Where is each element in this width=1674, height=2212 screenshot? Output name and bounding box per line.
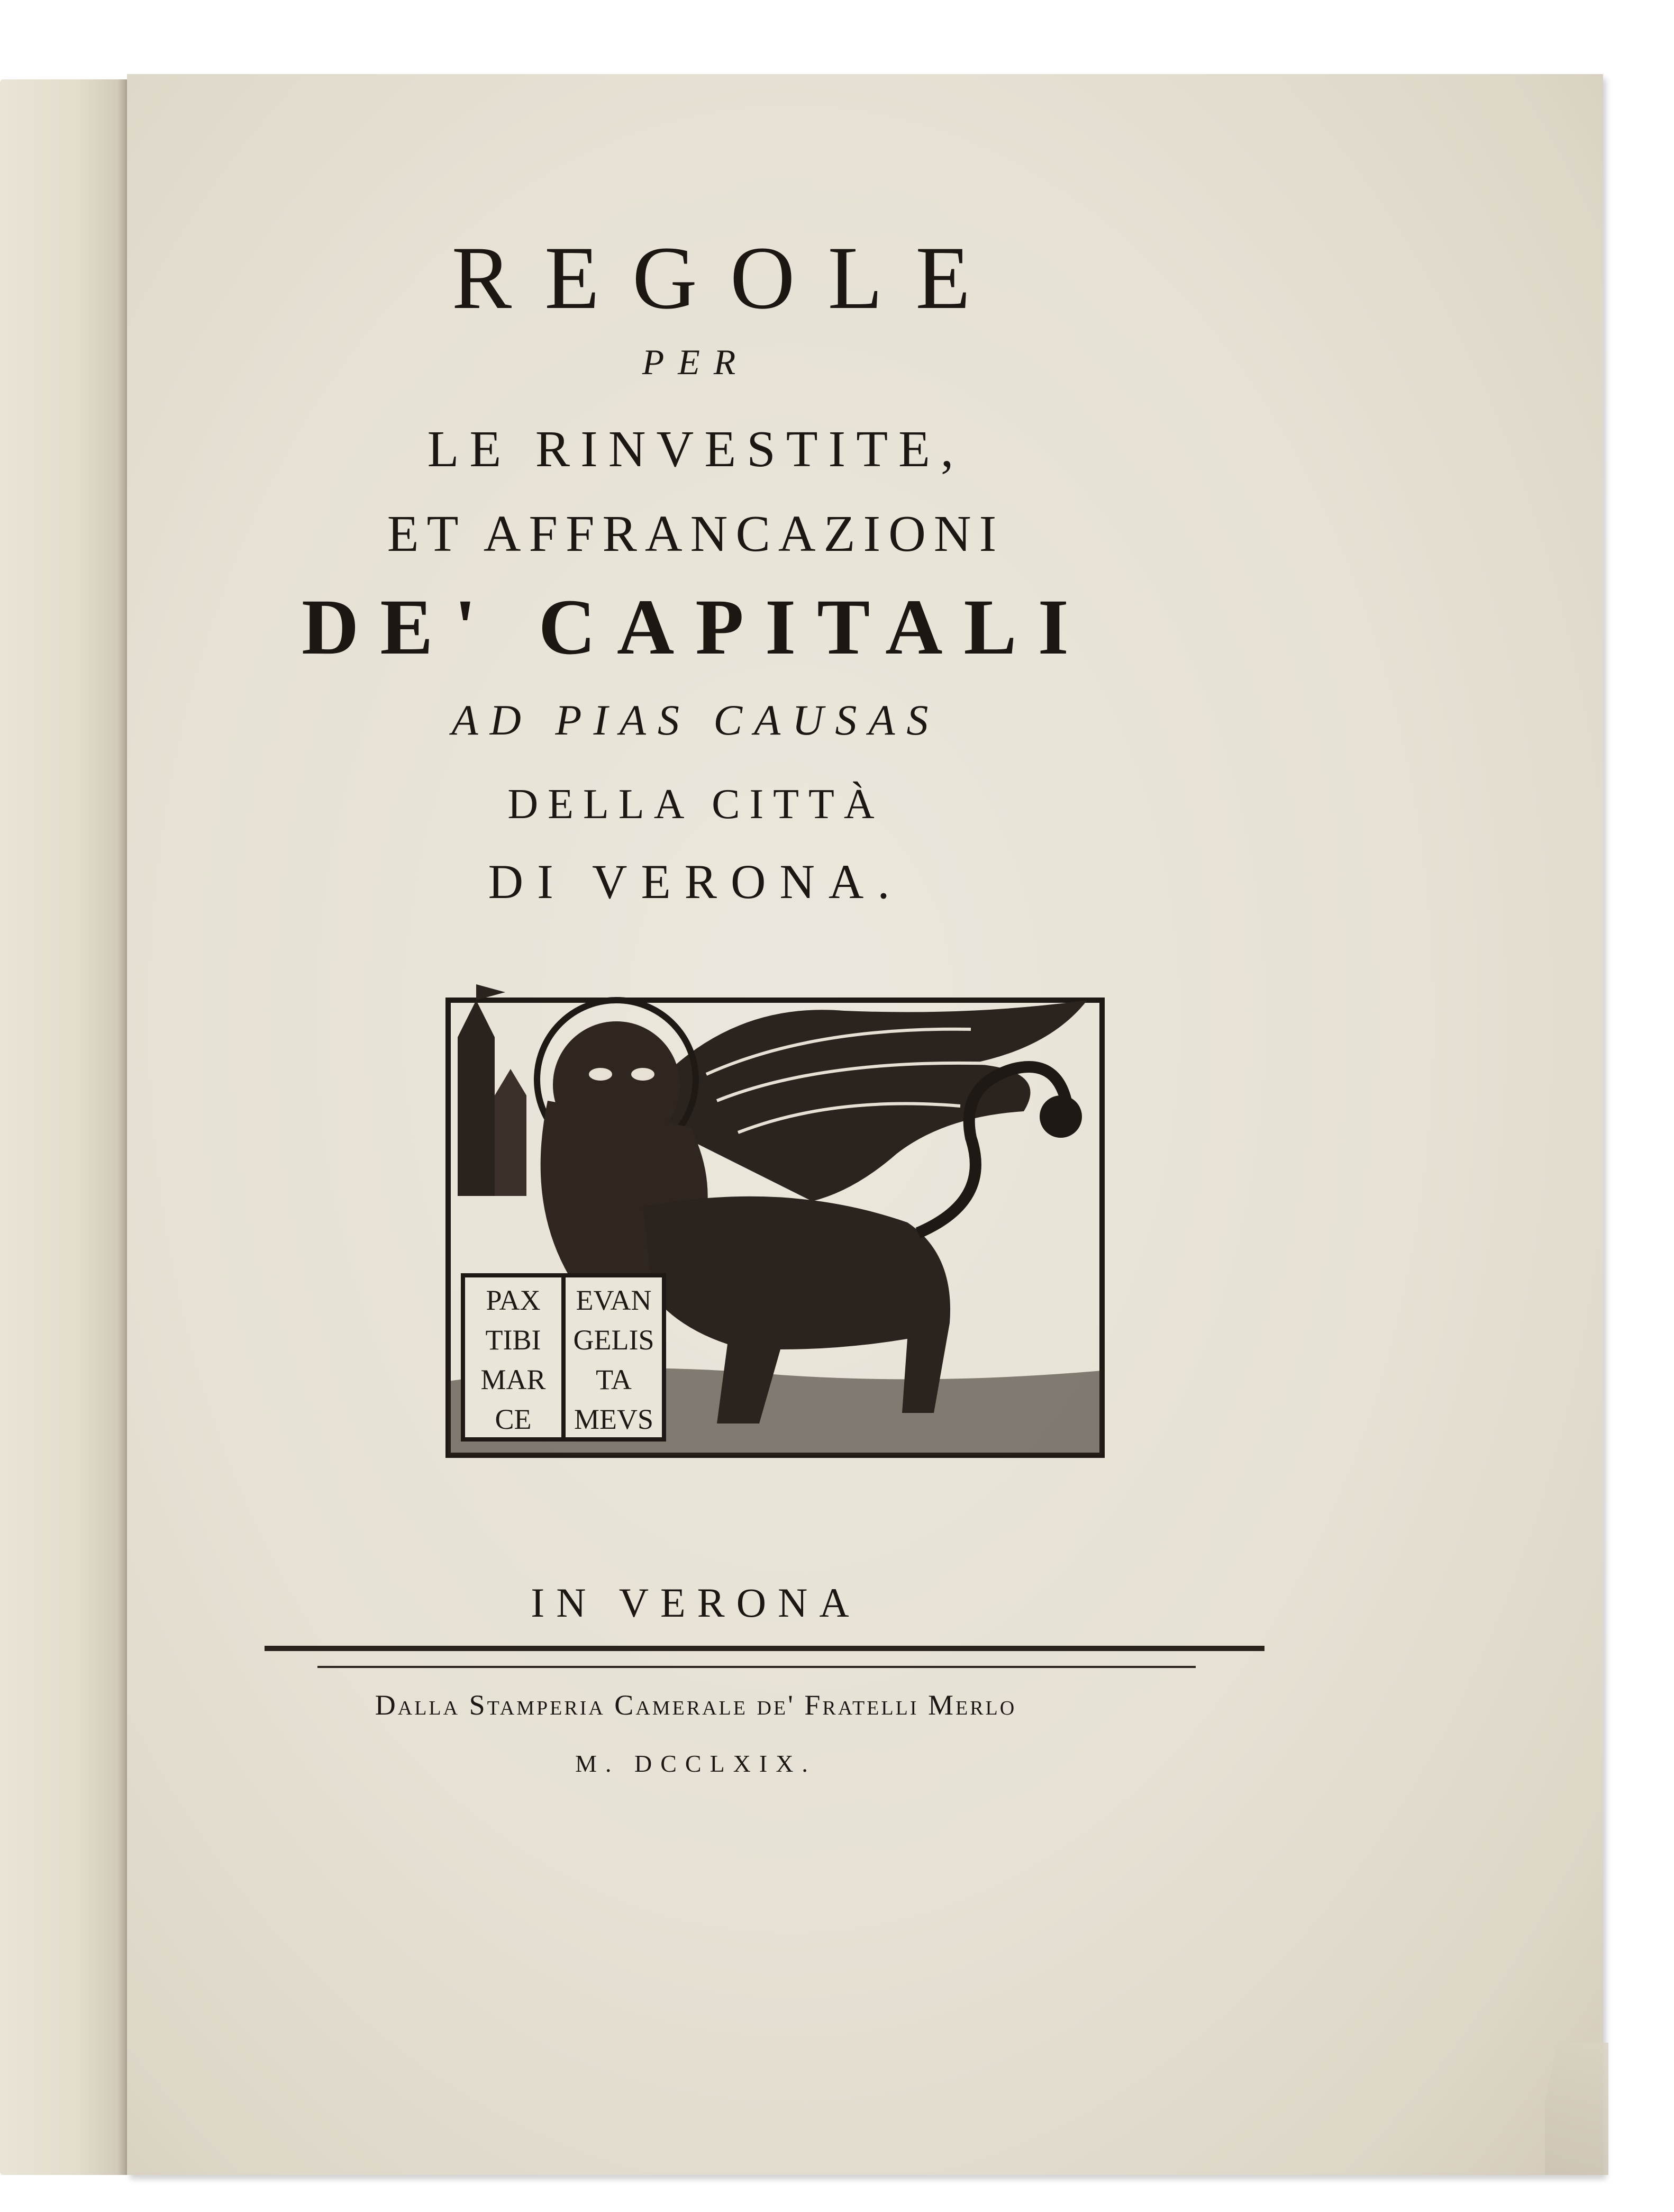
imprint-rule-thin — [317, 1666, 1196, 1668]
left-page-edge — [0, 79, 138, 2175]
book-text-gelis: GELIS — [573, 1324, 654, 1356]
title-line-affrancazioni: ET AFFRANCAZIONI — [387, 505, 1005, 563]
imprint-date: M. DCCLXIX. — [575, 1750, 816, 1777]
page-corner-fold — [1545, 2043, 1608, 2175]
book-text-pax: PAX — [486, 1284, 541, 1316]
imprint-printer: Dalla Stamperia Camerale de' Fratelli Merlo — [375, 1689, 1017, 1721]
title-line-rinvestite: LE RINVESTITE, — [427, 421, 965, 478]
book-text-mevs: MEVS — [574, 1403, 654, 1435]
book-text-mar: MAR — [480, 1364, 546, 1395]
title-line-verona: DI VERONA. — [488, 855, 904, 909]
imprint-place: IN VERONA — [531, 1580, 861, 1626]
title-line-citta: DELLA CITTÀ — [507, 781, 884, 828]
book-text-evan: EVAN — [576, 1284, 652, 1316]
book-text-ta: TA — [596, 1364, 632, 1395]
imprint-rule-thick — [265, 1646, 1264, 1651]
title-line-capitali: DE' CAPITALI — [302, 583, 1090, 671]
lion-of-saint-mark-icon — [442, 979, 1108, 1466]
title-per: PER — [642, 342, 750, 382]
title-line-pias-causas: AD PIAS CAUSAS — [451, 696, 940, 744]
book-text-ce: CE — [495, 1403, 532, 1435]
main-title: REGOLE — [451, 228, 1004, 328]
book-text-tibi: TIBI — [485, 1324, 541, 1356]
